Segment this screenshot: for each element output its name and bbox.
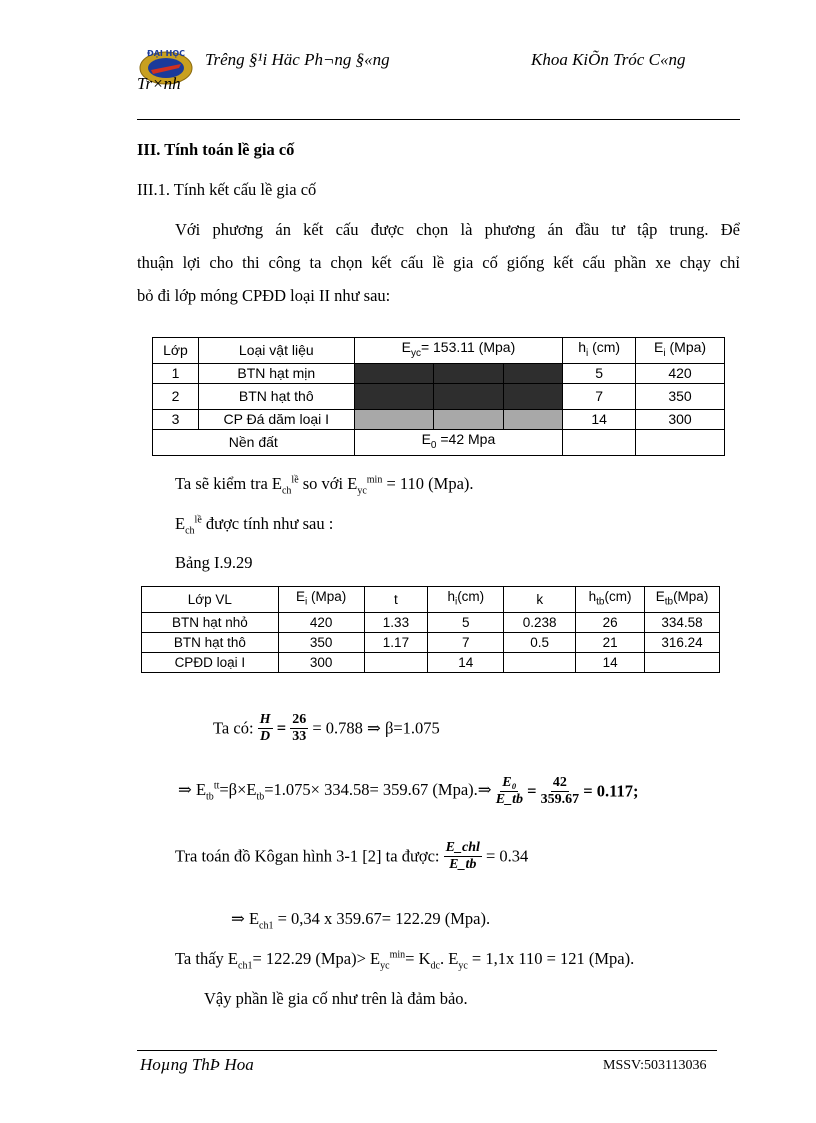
cell	[645, 652, 720, 672]
calc-line1: Ta có: $\frac{H}{D}$ = $\frac{26}{33}$ = 0.788 ⇒ β=1.075	[213, 712, 440, 744]
footer-mssv: MSSV:503113036	[603, 1058, 707, 1073]
cell: 14	[576, 652, 645, 672]
cell: 350	[636, 383, 725, 409]
cell: 334.58	[645, 612, 720, 632]
conclusion: Vậy phần lề gia cố như trên là đảm bảo.	[204, 989, 468, 1008]
calc-line5: Ta thấy $E_{ch1}= 122.29$ $(Mpa)> E_{yc}^{min}= K_{dc}$. $E_{yc} = 1,1x$ 110 = 121 (Mpa).	[175, 949, 635, 972]
fraction-e0-etb: $\frac{\text{E₀}}{E\_tb}$	[495, 775, 523, 807]
cell: 420	[636, 363, 725, 383]
cell: 14	[563, 409, 636, 429]
table-row	[153, 383, 725, 409]
shade-cell	[434, 409, 504, 429]
cell: 350	[278, 632, 364, 652]
cell: 300	[636, 409, 725, 429]
cell: 26	[576, 612, 645, 632]
para1-line2: thuận lợi cho thi công ta chọn kết cấu lề gia cố giống kết cấu phần xe chạy chỉ	[137, 253, 740, 272]
shade-cell	[504, 383, 563, 409]
table-row	[142, 612, 720, 632]
cell: BTN hạt thô	[198, 383, 354, 409]
header-left-2: Tr×nh	[137, 74, 181, 93]
cell	[504, 652, 576, 672]
cell: 0.5	[504, 632, 576, 652]
fraction-42: $\frac{42}{359.67}$	[540, 775, 580, 807]
cell: 1	[153, 363, 199, 383]
footer-rule	[137, 1050, 717, 1051]
th: t	[364, 587, 428, 613]
header-left: Trêng §¹i Häc Ph¬ng §«ng	[205, 50, 390, 69]
cell: BTN hạt nhỏ	[142, 612, 279, 632]
shade-cell	[504, 409, 563, 429]
cell: 7	[563, 383, 636, 409]
para1-line3: bỏ đi lớp móng CPĐD loại II như sau:	[137, 286, 391, 305]
table-row	[153, 338, 725, 364]
calc-line2: ⇒ $E_{tb}^{tt}=\beta\times E_{tb}=1.075\times 334.58= 359.67$ (Mpa).⇒ $\frac{\text{E₀}}{E\_tb}$ = $\frac{42}{359.67}$ = 0.117;	[178, 775, 639, 807]
shade-cell	[354, 383, 434, 409]
cell: 14	[428, 652, 504, 672]
th: $h_{tb}(cm)$	[576, 587, 645, 613]
th: $E_i$ (Mpa)	[278, 587, 364, 613]
header-right: Khoa KiÕn Tróc C«ng	[531, 50, 686, 69]
table-row	[153, 363, 725, 383]
check-line2: $E_{ch}^{lề}$ được tính như sau :	[175, 514, 334, 537]
cell: CPĐD loại I	[142, 652, 279, 672]
section-title: III. Tính toán lề gia cố	[137, 140, 295, 159]
cell: 21	[576, 632, 645, 652]
calc-table	[141, 586, 720, 673]
fraction-26-33: $\frac{26}{33}$	[292, 712, 307, 744]
cell	[636, 429, 725, 455]
fraction-echl-etb: $\frac{\text{E\_chl}}{E\_tb}$	[445, 840, 480, 872]
table-row	[142, 587, 720, 613]
cell: BTN hạt thô	[142, 632, 279, 652]
shade-cell	[504, 363, 563, 383]
th: $h_i(cm)$	[428, 587, 504, 613]
calc-line4: ⇒ $E_{ch1} = 0,34$ x 359.67= 122.29 (Mpa).	[231, 909, 491, 932]
cell: CP Đá dăm loại I	[198, 409, 354, 429]
table-caption: Bảng I.9.29	[175, 553, 253, 572]
para1-line1: Với phương án kết cấu được chọn là phương án đầu tư tập trung. Để	[175, 220, 740, 239]
footer-name: Hoµng ThÞ Hoa	[140, 1055, 254, 1074]
cell: 1.33	[364, 612, 428, 632]
logo-text: ĐẠI HỌC	[146, 49, 186, 58]
header-rule	[137, 119, 740, 120]
th-lop: Lớp	[153, 338, 199, 364]
th: Lớp VL	[142, 587, 279, 613]
cell: 0.238	[504, 612, 576, 632]
cell: 300	[278, 652, 364, 672]
table-row	[153, 409, 725, 429]
table-row	[153, 429, 725, 455]
th: $E_{tb}(Mpa)$	[645, 587, 720, 613]
shade-cell	[434, 383, 504, 409]
e0-cell: $E_0 =42$ Mpa	[354, 429, 563, 455]
shade-cell	[434, 363, 504, 383]
cell: 7	[428, 632, 504, 652]
th-h: $h_i$ (cm)	[563, 338, 636, 364]
cell	[364, 652, 428, 672]
fraction-hd: $\frac{H}{D}$	[259, 712, 271, 744]
cell: 1.17	[364, 632, 428, 652]
cell: 2	[153, 383, 199, 409]
section-subtitle: III.1. Tính kết cấu lề gia cố	[137, 180, 317, 199]
cell: 316.24	[645, 632, 720, 652]
cell: 5	[428, 612, 504, 632]
nen-label: Nền đất	[153, 429, 355, 455]
th-eyc: $E_{yc}= 153.11$ (Mpa)	[354, 338, 563, 364]
cell: 5	[563, 363, 636, 383]
th-loai: Loại vật liệu	[198, 338, 354, 364]
calc-line3: Tra toán đồ Kôgan hình 3-1 [2] ta được: $\frac{\text{E\_chl}}{E\_tb}$ = 0.34	[175, 840, 529, 872]
check-line1: Ta sẽ kiểm tra $E_{ch}^{lề}$ so với $E_{yc}^{min} = 110$ (Mpa).	[175, 474, 474, 497]
cell: 3	[153, 409, 199, 429]
th: k	[504, 587, 576, 613]
th-e: $E_i$ (Mpa)	[636, 338, 725, 364]
table-row	[142, 652, 720, 672]
table-row	[142, 632, 720, 652]
layer-table	[152, 337, 725, 456]
shade-cell	[354, 363, 434, 383]
cell	[563, 429, 636, 455]
cell: 420	[278, 612, 364, 632]
shade-cell	[354, 409, 434, 429]
cell: BTN hạt mịn	[198, 363, 354, 383]
